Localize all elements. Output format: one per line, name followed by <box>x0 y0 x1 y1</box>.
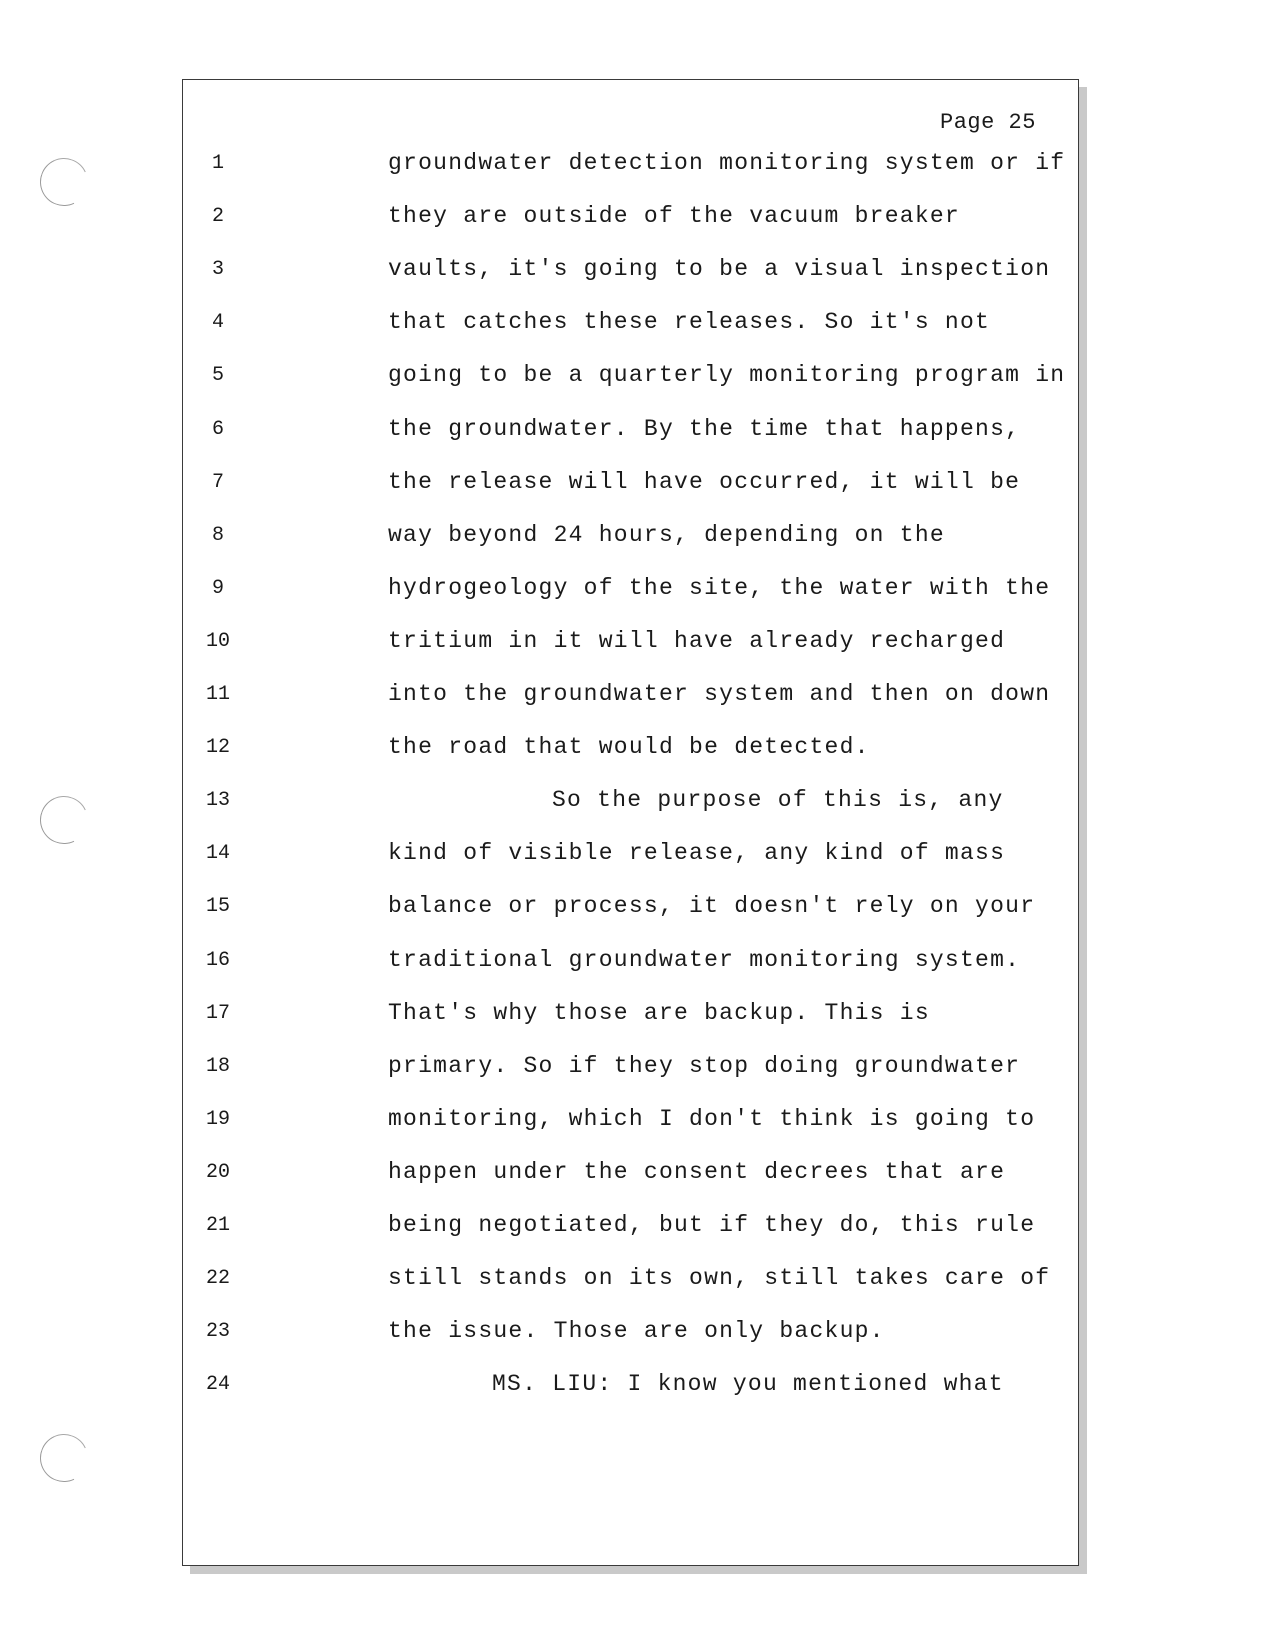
line-number: 9 <box>211 577 224 600</box>
line-number: 10 <box>205 630 230 653</box>
line-number: 24 <box>205 1373 230 1396</box>
transcript-line-text: the road that would be detected. <box>388 734 870 760</box>
transcript-line-text: going to be a quarterly monitoring program in <box>388 362 1066 388</box>
line-number: 12 <box>205 736 230 759</box>
line-number: 11 <box>205 683 230 706</box>
transcript-line-text: groundwater detection monitoring system or if <box>388 150 1066 176</box>
transcript-line-text: way beyond 24 hours, depending on the <box>388 522 945 548</box>
line-number: 20 <box>205 1161 230 1184</box>
transcript-line-text: being negotiated, but if they do, this rule <box>388 1212 1036 1238</box>
line-number: 5 <box>211 364 224 387</box>
transcript-line-text: primary. So if they stop doing groundwater <box>388 1053 1021 1079</box>
transcript-line-text: vaults, it's going to be a visual inspection <box>388 256 1051 282</box>
line-number: 19 <box>205 1108 230 1131</box>
line-number: 1 <box>211 152 224 175</box>
line-number: 13 <box>205 789 230 812</box>
binder-hole <box>33 1427 95 1489</box>
transcript-line-text: the groundwater. By the time that happens, <box>388 416 1021 442</box>
transcript-line-text: MS. LIU: I know you mentioned what <box>492 1371 1004 1397</box>
transcript-line-text: into the groundwater system and then on down <box>388 681 1051 707</box>
line-number: 23 <box>205 1320 230 1343</box>
transcript-line-text: the release will have occurred, it will be <box>388 469 1021 495</box>
transcript-line-text: they are outside of the vacuum breaker <box>388 203 960 229</box>
transcript-line-text: balance or process, it doesn't rely on your <box>388 893 1036 919</box>
line-number: 2 <box>211 205 224 228</box>
transcript-line-text: kind of visible release, any kind of mass <box>388 840 1006 866</box>
transcript-line-text: the issue. Those are only backup. <box>388 1318 885 1344</box>
transcript-line-text: that catches these releases. So it's not <box>388 309 991 335</box>
line-number: 7 <box>211 471 224 494</box>
line-number: 17 <box>205 1002 230 1025</box>
line-number: 16 <box>205 949 230 972</box>
transcript-line-text: That's why those are backup. This is <box>388 1000 930 1026</box>
line-number: 21 <box>205 1214 230 1237</box>
line-number: 4 <box>211 311 224 334</box>
transcript-line-text: traditional groundwater monitoring system. <box>388 947 1021 973</box>
line-number: 8 <box>211 524 224 547</box>
line-number: 14 <box>205 842 230 865</box>
transcript-line-text: tritium in it will have already recharged <box>388 628 1006 654</box>
transcript-line-text: happen under the consent decrees that are <box>388 1159 1006 1185</box>
line-number: 6 <box>211 418 224 441</box>
binder-hole <box>33 789 95 851</box>
line-number: 18 <box>205 1055 230 1078</box>
transcript-line-text: monitoring, which I don't think is going to <box>388 1106 1036 1132</box>
transcript-line-text: hydrogeology of the site, the water with the <box>388 575 1051 601</box>
line-number: 15 <box>205 895 230 918</box>
line-number: 3 <box>211 258 224 281</box>
line-number: 22 <box>205 1267 230 1290</box>
transcript-line-text: So the purpose of this is, any <box>552 787 1004 813</box>
page-number: Page 25 <box>940 110 1036 135</box>
transcript-line-text: still stands on its own, still takes care of <box>388 1265 1051 1291</box>
binder-hole <box>33 151 95 213</box>
